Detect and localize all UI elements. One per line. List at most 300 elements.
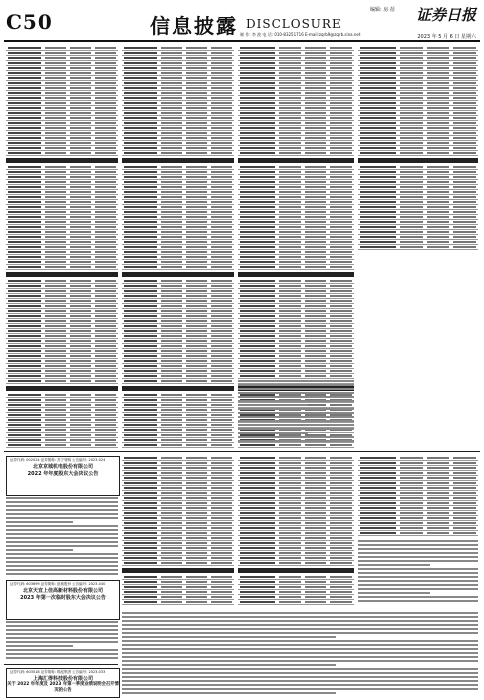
table-cell — [279, 87, 301, 89]
table-cell — [360, 87, 396, 89]
table-cell — [330, 201, 352, 203]
table-cell — [124, 241, 157, 243]
table-cell — [360, 127, 396, 129]
table-cell — [8, 231, 41, 233]
table-cell — [453, 201, 476, 203]
table-cell — [305, 137, 327, 139]
table-cell — [70, 256, 91, 258]
table-cell — [211, 355, 232, 357]
table-cell — [124, 87, 157, 89]
table-cell — [211, 117, 232, 119]
table-cell — [240, 171, 275, 173]
table-cell — [186, 295, 207, 297]
table-cell — [211, 77, 232, 79]
table-cell — [305, 295, 327, 297]
table-cell — [211, 295, 232, 297]
table-cell — [453, 176, 476, 178]
table-column-3-footnote — [238, 380, 354, 446]
table-cell — [8, 434, 41, 436]
table-cell — [453, 196, 476, 198]
text-line — [238, 412, 354, 414]
table-cell — [161, 477, 182, 479]
table-cell — [95, 280, 116, 282]
table-cell — [70, 330, 91, 332]
table-cell — [240, 365, 275, 367]
table-cell — [186, 492, 207, 494]
text-line — [6, 645, 73, 647]
table-cell — [45, 47, 66, 49]
table-cell — [360, 522, 396, 524]
table-cell — [95, 166, 116, 168]
stock-info-line: 证券代码: 603699 证券简称: 纽威股份 公告编号: 2023-040 — [10, 582, 106, 586]
table-cell — [427, 97, 450, 99]
text-line — [238, 436, 354, 438]
table-cell — [305, 216, 327, 218]
table-cell — [400, 142, 423, 144]
table-cell — [161, 47, 182, 49]
table-cell — [186, 142, 207, 144]
table-cell — [330, 186, 352, 188]
table-cell — [70, 345, 91, 347]
table-cell — [427, 527, 450, 529]
table-cell — [161, 340, 182, 342]
table-cell — [240, 370, 275, 372]
table-cell — [8, 201, 41, 203]
table-cell — [161, 256, 182, 258]
table-cell — [360, 517, 396, 519]
table-cell — [453, 241, 476, 243]
stock-info-line: 证券代码: 002024 证券简称: 苏宁易购 公告编号: 2023-024 — [10, 458, 106, 462]
table-cell — [45, 211, 66, 213]
table-cell — [70, 399, 91, 401]
table-cell — [360, 137, 396, 139]
table-cell — [427, 102, 450, 104]
table-cell — [211, 532, 232, 534]
table-cell — [305, 231, 327, 233]
table-cell — [427, 472, 450, 474]
table-cell — [330, 350, 352, 352]
table-cell — [330, 112, 352, 114]
table-cell — [161, 290, 182, 292]
table-cell — [8, 246, 41, 248]
table-cell — [360, 181, 396, 183]
table-cell — [330, 300, 352, 302]
table-cell — [453, 226, 476, 228]
table-cell — [400, 201, 423, 203]
text-line — [6, 529, 118, 531]
table-cell — [240, 340, 275, 342]
table-cell — [45, 171, 66, 173]
announcement-box-2 — [6, 580, 120, 620]
table-cell — [400, 226, 423, 228]
text-line — [122, 632, 478, 634]
table-column-1 — [6, 46, 118, 448]
table-cell — [427, 112, 450, 114]
table-cell — [330, 552, 352, 554]
table-cell — [240, 300, 275, 302]
table-cell — [186, 502, 207, 504]
table-cell — [305, 171, 327, 173]
table-cell — [427, 467, 450, 469]
table-cell — [95, 290, 116, 292]
table-rows — [6, 46, 118, 448]
announcement-body-3 — [122, 612, 478, 696]
table-cell — [360, 176, 396, 178]
table-cell — [427, 457, 450, 459]
section-title: 信息披露 — [150, 14, 238, 38]
table-cell — [330, 266, 352, 268]
table-cell — [279, 482, 301, 484]
table-cell — [45, 365, 66, 367]
table-cell — [45, 226, 66, 228]
table-cell — [124, 547, 157, 549]
table-cell — [161, 107, 182, 109]
table-cell — [211, 211, 232, 213]
table-cell — [124, 487, 157, 489]
table-cell — [8, 404, 41, 406]
table-cell — [240, 87, 275, 89]
table-cell — [305, 591, 327, 593]
table-cell — [161, 330, 182, 332]
table-cell — [124, 256, 157, 258]
table-cell — [427, 47, 450, 49]
text-line — [6, 557, 118, 559]
table-cell — [70, 226, 91, 228]
table-cell — [330, 477, 352, 479]
table-cell — [211, 444, 232, 446]
table-cell — [427, 241, 450, 243]
table-cell — [279, 552, 301, 554]
table-cell — [161, 241, 182, 243]
text-line — [122, 636, 336, 638]
table-cell — [240, 152, 275, 154]
table-cell — [360, 47, 396, 49]
table-cell — [161, 280, 182, 282]
table-cell — [305, 345, 327, 347]
table-cell — [186, 596, 207, 598]
table-cell — [70, 414, 91, 416]
table-cell — [400, 97, 423, 99]
table-cell — [305, 512, 327, 514]
table-cell — [279, 537, 301, 539]
table-cell — [124, 467, 157, 469]
page-number: C50 — [6, 10, 53, 34]
table-cell — [70, 147, 91, 149]
table-cell — [240, 350, 275, 352]
text-line — [358, 572, 478, 574]
table-cell — [186, 512, 207, 514]
table-cell — [186, 196, 207, 198]
table-cell — [95, 231, 116, 233]
table-cell — [70, 355, 91, 357]
table-cell — [305, 562, 327, 564]
table-cell — [360, 216, 396, 218]
table-cell — [70, 300, 91, 302]
table-cell — [330, 355, 352, 357]
table-cell — [211, 517, 232, 519]
table-cell — [330, 87, 352, 89]
table-cell — [45, 394, 66, 396]
table-cell — [427, 137, 450, 139]
table-cell — [161, 285, 182, 287]
table-section-header — [6, 272, 118, 277]
table-cell — [279, 280, 301, 282]
table-cell — [161, 117, 182, 119]
table-cell — [330, 547, 352, 549]
table-cell — [161, 365, 182, 367]
table-cell — [330, 360, 352, 362]
table-cell — [279, 467, 301, 469]
table-cell — [186, 176, 207, 178]
table-cell — [124, 176, 157, 178]
table-cell — [427, 152, 450, 154]
table-cell — [305, 256, 327, 258]
table-cell — [427, 196, 450, 198]
table-cell — [95, 380, 116, 382]
table-cell — [161, 581, 182, 583]
table-cell — [70, 429, 91, 431]
table-cell — [8, 330, 41, 332]
text-line — [6, 517, 118, 519]
table-cell — [70, 231, 91, 233]
text-line — [6, 621, 118, 623]
table-cell — [330, 532, 352, 534]
table-cell — [70, 305, 91, 307]
table-cell — [279, 107, 301, 109]
table-cell — [45, 335, 66, 337]
table-cell — [45, 72, 66, 74]
table-cell — [186, 424, 207, 426]
table-cell — [186, 477, 207, 479]
table-cell — [8, 166, 41, 168]
table-cell — [427, 206, 450, 208]
table-cell — [240, 92, 275, 94]
table-cell — [305, 102, 327, 104]
table-cell — [305, 77, 327, 79]
table-cell — [186, 117, 207, 119]
table-cell — [186, 586, 207, 588]
table-cell — [124, 186, 157, 188]
table-cell — [211, 360, 232, 362]
table-cell — [8, 414, 41, 416]
table-cell — [211, 132, 232, 134]
table-cell — [95, 310, 116, 312]
table-cell — [124, 305, 157, 307]
table-cell — [95, 434, 116, 436]
table-cell — [186, 335, 207, 337]
table-cell — [279, 330, 301, 332]
table-cell — [330, 295, 352, 297]
table-cell — [360, 191, 396, 193]
table-cell — [211, 409, 232, 411]
table-cell — [161, 467, 182, 469]
table-cell — [400, 82, 423, 84]
table-cell — [45, 310, 66, 312]
table-cell — [161, 404, 182, 406]
table-rows — [358, 456, 478, 536]
table-cell — [330, 345, 352, 347]
table-cell — [186, 591, 207, 593]
table-cell — [240, 226, 275, 228]
table-cell — [240, 132, 275, 134]
table-cell — [161, 507, 182, 509]
table-cell — [427, 492, 450, 494]
table-cell — [45, 77, 66, 79]
table-cell — [161, 512, 182, 514]
table-cell — [124, 522, 157, 524]
table-cell — [95, 399, 116, 401]
table-cell — [279, 166, 301, 168]
table-cell — [211, 315, 232, 317]
table-cell — [453, 67, 476, 69]
table-cell — [95, 315, 116, 317]
table-cell — [124, 285, 157, 287]
table-cell — [70, 380, 91, 382]
table-cell — [305, 472, 327, 474]
table-cell — [240, 82, 275, 84]
table-cell — [453, 502, 476, 504]
table-cell — [124, 295, 157, 297]
table-cell — [240, 355, 275, 357]
table-cell — [8, 370, 41, 372]
table-cell — [330, 457, 352, 459]
table-cell — [161, 127, 182, 129]
table-cell — [211, 380, 232, 382]
table-cell — [211, 522, 232, 524]
text-line — [238, 424, 354, 426]
table-cell — [186, 409, 207, 411]
table-cell — [124, 444, 157, 446]
table-cell — [45, 52, 66, 54]
table-cell — [95, 320, 116, 322]
table-cell — [124, 231, 157, 233]
table-cell — [330, 482, 352, 484]
table-cell — [45, 380, 66, 382]
table-cell — [360, 226, 396, 228]
table-cell — [400, 171, 423, 173]
table-cell — [400, 477, 423, 479]
table-cell — [240, 280, 275, 282]
text-line — [122, 672, 478, 674]
text-line — [6, 625, 118, 627]
table-cell — [279, 176, 301, 178]
table-cell — [427, 246, 450, 248]
table-cell — [124, 429, 157, 431]
table-cell — [8, 241, 41, 243]
table-cell — [186, 325, 207, 327]
table-cell — [8, 285, 41, 287]
table-cell — [8, 171, 41, 173]
table-cell — [8, 132, 41, 134]
table-cell — [8, 394, 41, 396]
table-cell — [453, 236, 476, 238]
table-cell — [427, 507, 450, 509]
table-cell — [70, 370, 91, 372]
text-line — [122, 624, 478, 626]
section-title-en: DISCLOSURE — [246, 17, 342, 31]
table-section-header — [358, 158, 478, 163]
table-cell — [161, 601, 182, 603]
table-cell — [70, 107, 91, 109]
table-cell — [186, 576, 207, 578]
table-cell — [45, 122, 66, 124]
table-cell — [211, 186, 232, 188]
table-cell — [211, 256, 232, 258]
table-cell — [305, 586, 327, 588]
table-cell — [279, 502, 301, 504]
table-cell — [400, 166, 423, 168]
table-cell — [45, 256, 66, 258]
table-cell — [186, 532, 207, 534]
table-cell — [279, 370, 301, 372]
table-cell — [95, 117, 116, 119]
table-cell — [186, 345, 207, 347]
table-cell — [124, 472, 157, 474]
table-cell — [330, 142, 352, 144]
text-line — [6, 657, 118, 659]
table-cell — [360, 186, 396, 188]
table-cell — [279, 92, 301, 94]
table-cell — [279, 72, 301, 74]
table-cell — [330, 52, 352, 54]
table-cell — [70, 122, 91, 124]
table-cell — [161, 216, 182, 218]
table-cell — [124, 360, 157, 362]
table-cell — [70, 92, 91, 94]
table-cell — [70, 171, 91, 173]
table-cell — [427, 107, 450, 109]
table-cell — [95, 409, 116, 411]
text-line — [358, 564, 430, 566]
table-cell — [211, 206, 232, 208]
table-cell — [95, 122, 116, 124]
table-cell — [279, 542, 301, 544]
table-cell — [70, 57, 91, 59]
table-cell — [8, 419, 41, 421]
table-cell — [279, 365, 301, 367]
table-cell — [8, 399, 41, 401]
table-cell — [305, 127, 327, 129]
table-cell — [453, 492, 476, 494]
table-cell — [279, 601, 301, 603]
table-cell — [453, 472, 476, 474]
table-cell — [211, 557, 232, 559]
table-cell — [124, 117, 157, 119]
table-cell — [360, 492, 396, 494]
table-cell — [211, 527, 232, 529]
table-row — [358, 245, 478, 250]
table-cell — [186, 300, 207, 302]
table-cell — [124, 97, 157, 99]
table-cell — [400, 186, 423, 188]
table-cell — [161, 261, 182, 263]
table-section-header — [238, 158, 354, 163]
table-cell — [124, 216, 157, 218]
table-cell — [124, 512, 157, 514]
table-cell — [124, 365, 157, 367]
table-cell — [186, 97, 207, 99]
table-cell — [161, 92, 182, 94]
table-cell — [211, 350, 232, 352]
table-cell — [186, 414, 207, 416]
table-cell — [124, 330, 157, 332]
table-cell — [360, 142, 396, 144]
table-cell — [360, 472, 396, 474]
table-cell — [305, 176, 327, 178]
table-cell — [330, 181, 352, 183]
table-cell — [8, 87, 41, 89]
table-cell — [45, 236, 66, 238]
